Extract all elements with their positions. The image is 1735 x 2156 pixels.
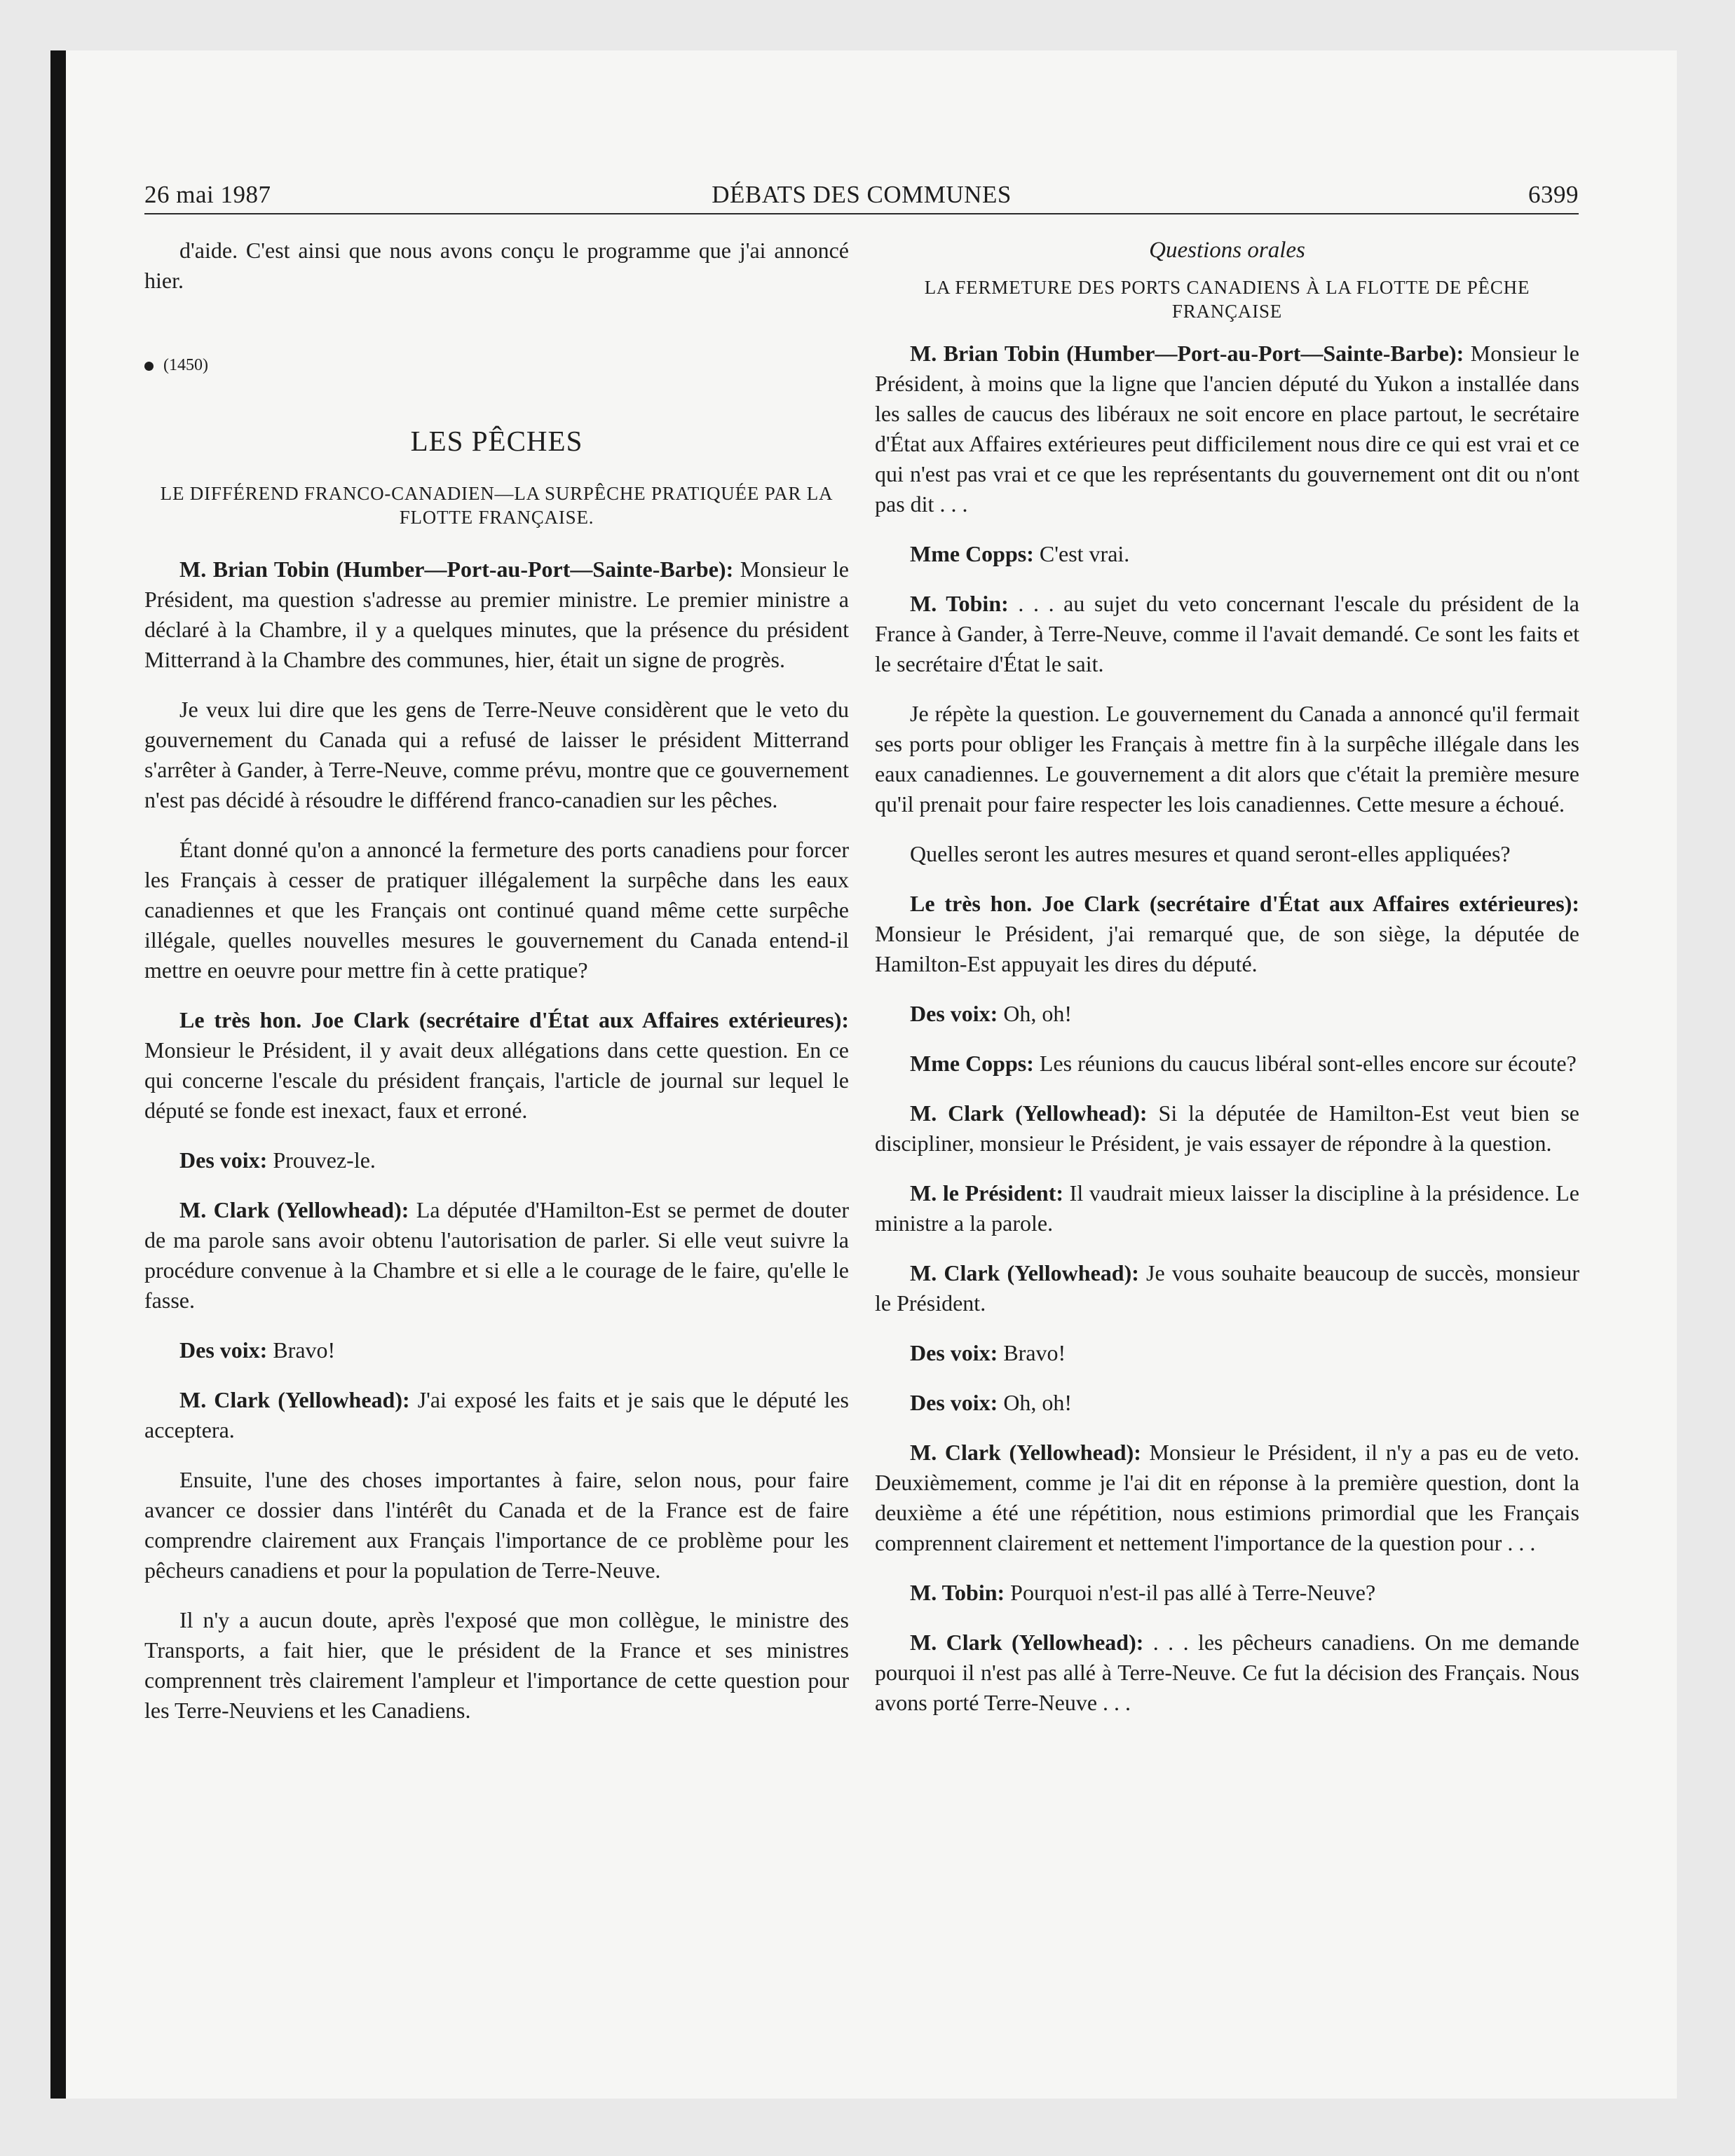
speaker: M. Tobin: (910, 1580, 1005, 1605)
speech: Il vaudrait mieux laisser la discipline à la présidence. Le ministre a la parole. (875, 1180, 1580, 1236)
right-p2 (875, 539, 1579, 569)
left-p8 (144, 1385, 849, 1445)
speech: C'est vrai. (1033, 541, 1130, 566)
right-p6 (875, 889, 1579, 979)
left-column (144, 236, 849, 1745)
speech: . . . au sujet du veto concernant l'escale du président de la France à Gander, à Terre-Neuve, comme il l'avait demandé. Ce sont les faits et le secrétaire d'État le sait. (875, 591, 1580, 676)
speech: Pourquoi n'est-il pas allé à Terre-Neuve? (1005, 1580, 1376, 1605)
left-intro: d'aide. C'est ainsi que nous avons conçu le programme que j'ai annoncé hier. (144, 238, 849, 293)
speaker: M. le Président: (910, 1180, 1064, 1206)
left-subheading: LE DIFFÉREND FRANCO-CANADIEN—LA SURPÊCHE PRATIQUÉE PAR LA FLOTTE FRANÇAISE. (160, 483, 834, 528)
speaker: M. Clark (Yellowhead): (910, 1440, 1141, 1465)
speech: Si la députée de Hamilton-Est veut bien se discipliner, monsieur le Président, je vais essayer de répondre à la question. (875, 1100, 1580, 1156)
left-p1 (144, 554, 849, 675)
left-p4 (144, 1005, 849, 1126)
section-title: LES PÊCHES (410, 425, 583, 457)
speaker: M. Tobin: (910, 591, 1009, 616)
speech: Monsieur le Président, il n'y a pas eu de veto. Deuxièmement, comme je l'ai dit en réponse à la première question, dont la deuxième a été une répétition, nous estimions primordial que les Français comprennent clairement et nettement l'importance de la question pour . . . (875, 1440, 1580, 1555)
speaker: M. Clark (Yellowhead): (179, 1197, 409, 1222)
speech: Oh, oh! (998, 1001, 1073, 1026)
left-p9: Ensuite, l'une des choses importantes à faire, selon nous, pour faire avancer ce dossier dans l'intérêt du Canada et de la France est de faire comprendre clairement aux Français l'importance de ce problème pour les pêcheurs canadiens et pour la population de Terre-Neuve. (144, 1467, 849, 1583)
bullet-icon (144, 362, 154, 371)
speech: . . . les pêcheurs canadiens. On me demande pourquoi il n'est pas allé à Terre-Neuve. Ce fut la décision des Français. Nous avons porté Terre-Neuve . . . (875, 1630, 1580, 1715)
right-p8 (875, 1049, 1579, 1079)
speech: Monsieur le Président, à moins que la ligne que l'ancien député du Yukon a installée dans les salles de caucus des libéraux ne soit encore en place partout, le secrétaire d'État aux Affaires extérieures peut difficilement nous dire ce qui est vrai et ce qui n'est pas vrai et ce que les représentants du gouvernement ont dit ou n'ont pas dit . . . (875, 341, 1580, 517)
speaker: M. Clark (Yellowhead): (910, 1260, 1139, 1285)
speaker: Mme Copps: (910, 541, 1034, 566)
left-p3: Étant donné qu'on a annoncé la fermeture des ports canadiens pour forcer les Français à cesser de pratiquer illégalement la surpêche dans les eaux canadiennes et que les Français ont continué quand même cette surpêche illégale, quelles nouvelles mesures le gouvernement du Canada entend-il mettre en oeuvre pour mettre fin à cette pratique? (144, 837, 849, 983)
left-p7 (144, 1335, 849, 1365)
timestamp-text: (1450) (163, 356, 208, 374)
right-column (875, 236, 1579, 1738)
speaker: M. Clark (Yellowhead): (179, 1387, 410, 1412)
speaker: Des voix: (179, 1337, 268, 1363)
speech: Monsieur le Président, j'ai remarqué que, de son siège, la députée de Hamilton-Est appuyait les dires du député. (875, 921, 1579, 976)
left-p5 (144, 1145, 849, 1175)
speech: La députée d'Hamilton-Est se permet de douter de ma parole sans avoir obtenu l'autorisation de parler. Si elle veut suivre la procédure convenue à la Chambre et si elle a le courage de le faire, qu'elle le fasse. (144, 1197, 850, 1313)
page-header (144, 181, 1579, 214)
right-p14 (875, 1438, 1579, 1558)
speaker: M. Clark (Yellowhead): (910, 1630, 1144, 1655)
speaker: Des voix: (910, 1001, 998, 1026)
speech: Je vous souhaite beaucoup de succès, monsieur le Président. (875, 1260, 1580, 1316)
left-p6 (144, 1195, 849, 1316)
header-title: DÉBATS DES COMMUNES (712, 181, 1012, 208)
speech: Bravo! (998, 1340, 1066, 1365)
speech: Monsieur le Président, il y avait deux allégations dans cette question. En ce qui concerne l'escale du président français, l'article de journal sur lequel le député se fonde est inexact, faux et erroné. (144, 1037, 849, 1123)
right-p10 (875, 1178, 1579, 1239)
speech: Monsieur le Président, ma question s'adresse au premier ministre. Le premier ministre a déclaré à la Chambre, il y a quelques minutes, que la présence du président Mitterrand à la Chambre des communes, hier, était un signe de progrès. (144, 557, 850, 672)
left-p10: Il n'y a aucun doute, après l'exposé que mon collègue, le ministre des Transports, a fait hier, que le président de la France et ses ministres comprennent très clairement l'ampleur et l'importance de cette question pour les Terre-Neuviens et les Canadiens. (144, 1607, 849, 1723)
right-p7 (875, 999, 1579, 1029)
right-p12 (875, 1338, 1579, 1368)
right-p3 (875, 589, 1579, 679)
speaker: Le très hon. Joe Clark (secrétaire d'État aux Affaires extérieures): (910, 891, 1579, 916)
rubric: Questions orales (1149, 238, 1305, 263)
header-page-number: 6399 (1528, 181, 1579, 208)
speaker: M. Brian Tobin (Humber—Port-au-Port—Sainte-Barbe): (179, 557, 734, 582)
speaker: Le très hon. Joe Clark (secrétaire d'État aux Affaires extérieures): (179, 1007, 849, 1032)
timestamp (144, 350, 849, 378)
right-p9 (875, 1098, 1579, 1159)
right-p16 (875, 1628, 1579, 1718)
speech: Bravo! (267, 1337, 336, 1363)
speech: J'ai exposé les faits et je sais que le député les acceptera. (144, 1387, 850, 1442)
speaker: Des voix: (910, 1340, 998, 1365)
speaker: Des voix: (910, 1390, 998, 1415)
left-p2: Je veux lui dire que les gens de Terre-Neuve considèrent que le veto du gouvernement du Canada qui a refusé de laisser le président Mitterrand s'arrêter à Gander, à Terre-Neuve, comme prévu, montre que ce gouvernement n'est pas décidé à résoudre le différend franco-canadien sur les pêches. (144, 697, 849, 812)
speaker: Mme Copps: (910, 1051, 1034, 1076)
right-p11 (875, 1258, 1579, 1318)
right-p13 (875, 1388, 1579, 1418)
right-p5: Quelles seront les autres mesures et quand seront-elles appliquées? (910, 841, 1511, 866)
right-p1 (875, 339, 1579, 519)
speaker: M. Clark (Yellowhead): (910, 1100, 1148, 1126)
speech: Prouvez-le. (267, 1147, 376, 1173)
speech: Les réunions du caucus libéral sont-elles encore sur écoute? (1033, 1051, 1577, 1076)
header-date: 26 mai 1987 (144, 181, 271, 208)
speaker: Des voix: (179, 1147, 268, 1173)
right-subheading: LA FERMETURE DES PORTS CANADIENS À LA FLOTTE DE PÊCHE FRANÇAISE (924, 277, 1530, 322)
speech: Oh, oh! (998, 1390, 1073, 1415)
scan-edge (50, 50, 66, 2099)
speaker: M. Brian Tobin (Humber—Port-au-Port—Sainte-Barbe): (910, 341, 1464, 366)
right-p15 (875, 1578, 1579, 1608)
right-p4: Je répète la question. Le gouvernement du Canada a annoncé qu'il fermait ses ports pour obliger les Français à mettre fin à la surpêche illégale dans les eaux canadiennes. Le gouvernement a dit alors que c'était la première mesure qu'il prenait pour faire respecter les lois canadiennes. Cette mesure a échoué. (875, 701, 1579, 817)
